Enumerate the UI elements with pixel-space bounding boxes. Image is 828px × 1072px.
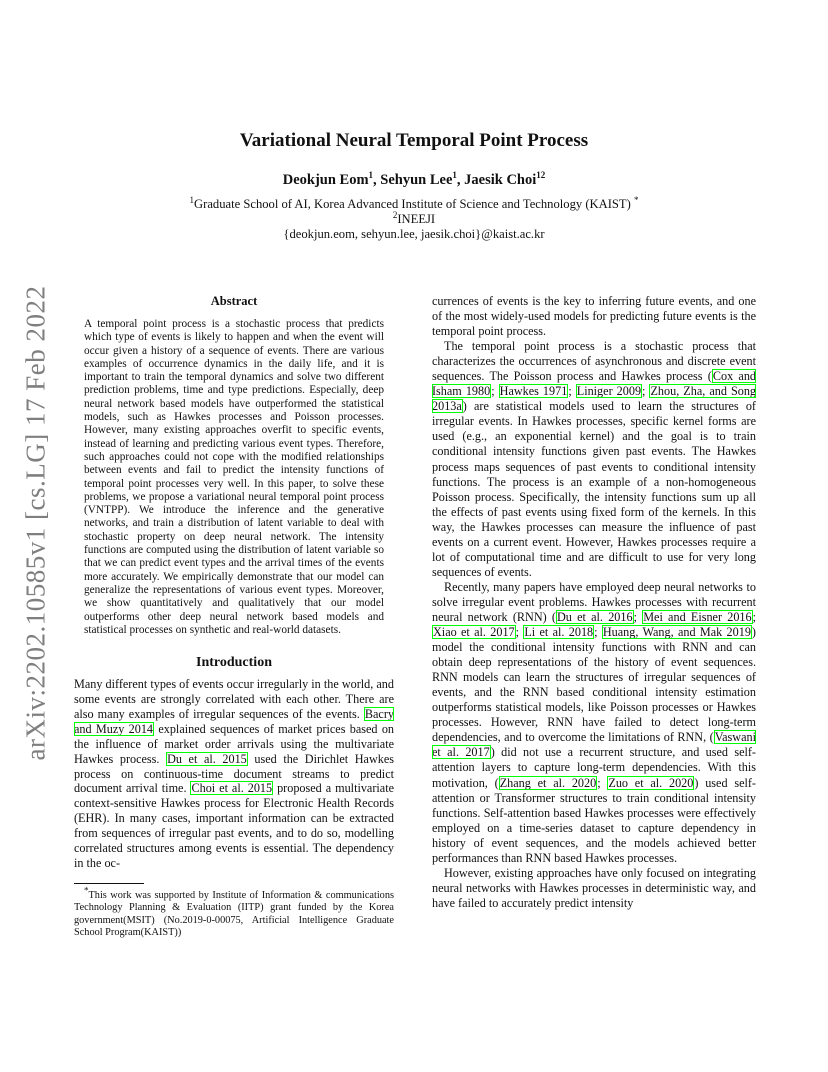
arxiv-id: arXiv:2202.10585v1 [cs.LG] 17 Feb 2022 [20, 285, 51, 761]
author-affiliation-mark: 1 [368, 170, 374, 181]
citation-link[interactable]: Zuo et al. 2020 [608, 775, 694, 790]
affiliation-text: INEEJI [397, 212, 436, 226]
text-run: proposed a multivariate context-sensitive Hawkes process for Electronic Health Records (EHR). In many cases, important information can be extracted from sequences of irregular past events, and to do so, modelling correlated structures among events is essential. The dependency in the oc- [74, 781, 394, 870]
footnote-mark: * [84, 885, 89, 896]
right-column [432, 294, 756, 911]
paragraph-continuation: currences of events is the key to inferring future events, and one of the most widely-used models for predicting future events is the temporal point process. [432, 294, 756, 339]
citation-separator: ; [597, 775, 608, 790]
arxiv-identifier-sidebar [16, 285, 56, 761]
citation-link[interactable]: Zhang et al. 2020 [499, 775, 597, 790]
citation-link[interactable]: Cox and Isham 1980 [432, 369, 757, 399]
introduction-heading: Introduction [196, 655, 272, 671]
text-run: ) used self-attention or Transformer structures to train conditional intensity functions. Self-attention based Hawkes processes were effectively employed on a time-series dataset to capture dependency in history of event sequences, and the models achieved better performances than RNN based Hawkes processes. [432, 775, 756, 865]
citation-separator: ; [594, 625, 602, 640]
citation-separator: ; [491, 384, 499, 399]
author-name: Sehyun Lee [380, 172, 453, 188]
introduction-paragraph [74, 677, 394, 871]
citation-link[interactable]: Liniger 2009 [576, 384, 642, 399]
footnote-text: This work was supported by Institute of Information & communications Technology Planning & Evaluation (IITP) grant funded by the Korea government(MSIT) (No.2019-0-00075, Artificial Intelligence Graduate School Program(KAIST)) [74, 889, 394, 939]
author-name: Deokjun Eom [282, 172, 369, 188]
citation-link[interactable]: Choi et al. 2015 [191, 781, 273, 796]
abstract-body: A temporal point process is a stochastic process that predicts which type of events is likely to happen and when the event will occur given a history of a sequence of events. There are various examples of occurrence dynamics in the daily life, and it is important to train the temporal dynamics and solve two different prediction problems, time and type predictions. Especially, deep neural network based models have outperformed the statistical models, such as Hawkes processes and Poisson processes. However, many existing approaches overfit to specific events, instead of learning and predicting various event types. Therefore, such approaches could not cope with the modified relationships between events and fail to predict the intensity functions of temporal point processes very well. In this paper, to solve these problems, we propose a variational neural temporal point process (VNTPP). We introduce the inference and the generative networks, and train a distribution of latent variable to deal with stochastic property on deep neural network. The intensity functions are computed using the distribution of latent variable so that we can predict event types and the arrival times of the events more accurately. We empirically demonstrate that our model can generalize the representations of various event types. Moreover, we show quantitatively and qualitatively that our model outperforms other deep neural network based models and statistical processes on synthetic and real-world datasets. [84, 318, 384, 636]
citation-link[interactable]: Li et al. 2018 [524, 625, 594, 640]
text-run: ) did not use a recurrent structure, and used self-attention layers to capture long-term dependencies. With this motivation, ( [432, 745, 756, 790]
footnote-divider [74, 883, 144, 884]
author-separator: , [373, 172, 381, 188]
text-run: ) model the conditional intensity functions with RNN and can obtain deep representations of the history of event sequences. RNN models can learn the structures of irregular sequences of events, and the RNN based conditional intensity estimation outperforms statistical models, like Poisson processes or Hawkes processes. However, RNN have failed to detect long-term dependencies, and to overcome the limitations of RNN, ( [432, 625, 756, 745]
text-run: used the Dirichlet Hawkes process on continuous-time document streams to predict document arrival time. [74, 751, 394, 796]
citation-link[interactable]: Mei and Eisner 2016 [643, 609, 752, 624]
paragraph-existing-approaches: However, existing approaches have only focused on integrating neural networks with Hawkes processes in deterministic way, and have failed to accurately predict intensity [432, 865, 756, 910]
author-emails: {deokjun.eom, sehyun.lee, jaesik.choi}@kaist.ac.kr [283, 227, 545, 241]
citation-separator: ; [752, 609, 757, 624]
left-column [74, 294, 394, 940]
text-run: Many different types of events occur irregularly in the world, and some events are strongly correlated with each other. There are also many examples of irregular sequences of the events. [74, 677, 394, 721]
citation-separator: ; [642, 384, 650, 399]
text-run: ) are statistical models used to learn the structures of irregular events. In Hawkes processes, specific kernel forms are used (e.g., an exponential kernel) and the goal is to train conditional intensity functions given past events. The Hawkes process maps sequences of past events to conditional intensity functions. The process is an example of a non-homogeneous Poisson process. Specifically, the intensity functions sum up all the effects of past events using fixed form of the kernels. In this way, the Hawkes processes can measure the influence of past events on a current event. However, Hawkes processes require a lot of computational time and are difficult to use for very long sequences of events. [432, 399, 756, 579]
citation-link[interactable]: Huang, Wang, and Mak 2019 [602, 625, 751, 640]
paragraph-temporal-point-process [432, 339, 756, 580]
affiliation-kaist [0, 194, 828, 212]
affiliation-number: 1 [189, 194, 195, 205]
citation-link[interactable]: Xiao et al. 2017 [433, 625, 515, 640]
citation-separator: ; [568, 384, 576, 399]
paper-title: Variational Neural Temporal Point Process [239, 130, 589, 151]
citation-link[interactable]: Du et al. 2015 [167, 751, 247, 766]
paragraph-deep-neural-networks [432, 580, 756, 866]
citation-separator: ; [515, 625, 524, 640]
abstract-heading: Abstract [210, 294, 258, 308]
author-separator: , [456, 172, 465, 188]
author-affiliation-mark: 1 [452, 170, 457, 181]
citation-link[interactable]: Bacry and Muzy 2014 [74, 706, 394, 736]
citation-link[interactable]: Du et al. 2016 [556, 609, 633, 624]
citation-separator: ; [633, 609, 643, 624]
author-name: Jaesik Choi [464, 172, 537, 188]
author-affiliation-mark: 12 [536, 170, 546, 181]
affiliation-number: 2 [392, 209, 398, 220]
citation-link[interactable]: Vaswani et al. 2017 [432, 730, 756, 760]
citation-link[interactable]: Hawkes 1971 [499, 384, 568, 399]
text-run: The temporal point process is a stochastic process that characterizes the occurrences of asynchronous and discrete event sequences. The Poisson process and Hawkes process ( [432, 339, 756, 384]
funding-footnote [74, 885, 394, 940]
affiliation-ineeji [0, 209, 828, 227]
text-run: Recently, many papers have employed deep neural networks to solve irregular event problems. Hawkes processes with recurrent neural network (RNN) ( [432, 579, 756, 624]
footnote-mark: * [633, 194, 639, 205]
affiliation-text: Graduate School of AI, Korea Advanced Institute of Science and Technology (KAIST) [194, 197, 631, 211]
text-run: explained sequences of market prices based on the influence of market order arrivals using the multivariate Hawkes process. [74, 721, 395, 766]
author-list [0, 172, 828, 189]
citation-link[interactable]: Zhou, Zha, and Song 2013a [432, 384, 757, 414]
